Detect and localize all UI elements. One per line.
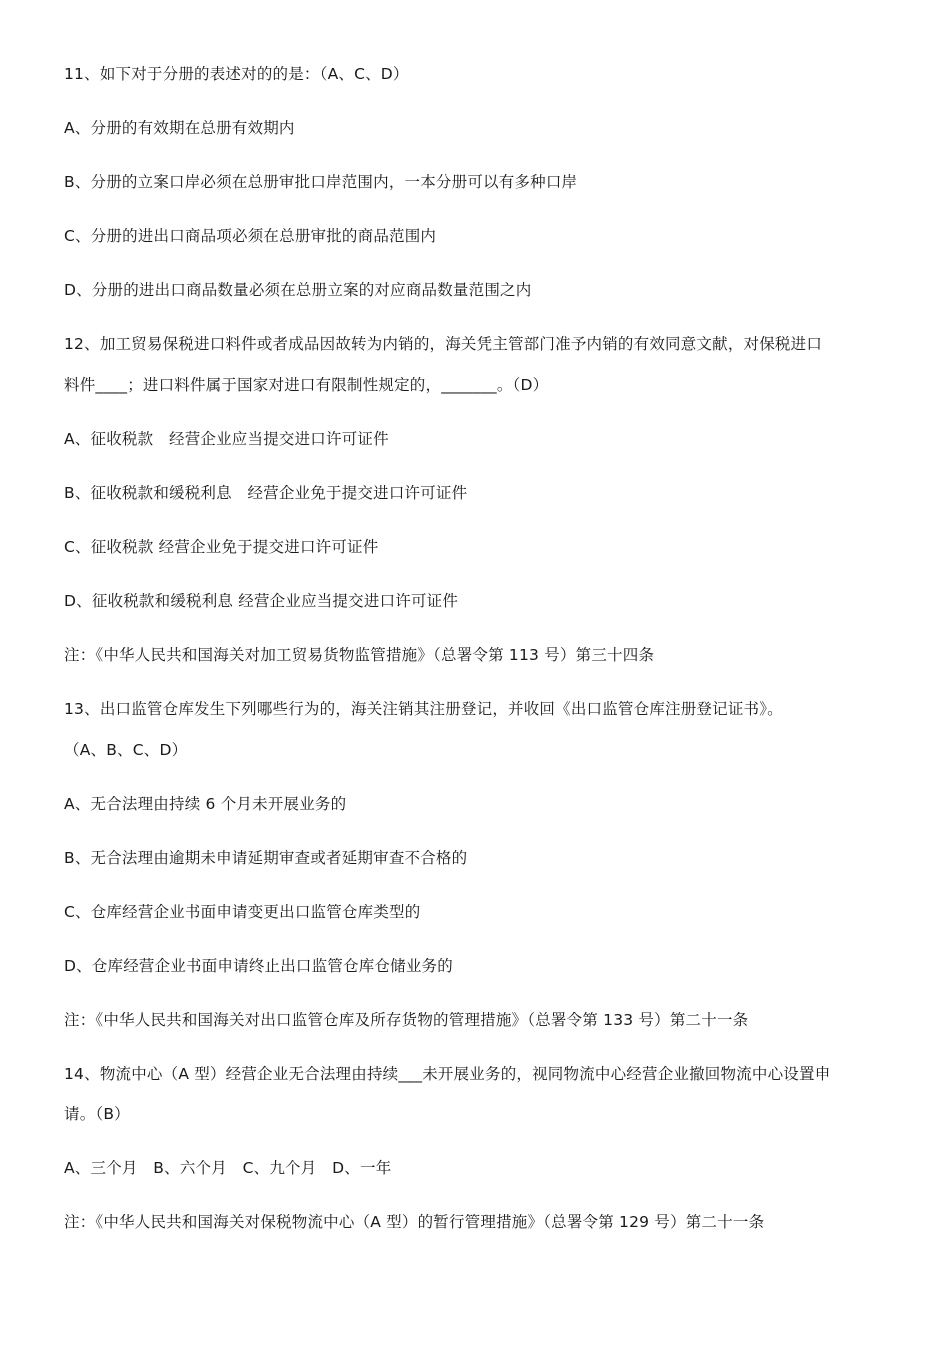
q11-option-b: B、分册的立案口岸必须在总册审批口岸范围内，一本分册可以有多种口岸: [64, 173, 578, 191]
q12-option-b: B、征收税款和缓税利息 经营企业免于提交进口许可证件: [64, 484, 468, 502]
q12-option-a: A、征收税款 经营企业应当提交进口许可证件: [64, 430, 389, 448]
q11-option-a: A、分册的有效期在总册有效期内: [64, 119, 295, 137]
q14-options: A、三个月 B、六个月 C、九个月 D、一年: [64, 1159, 392, 1177]
q13-stem-line2: （A、B、C、D）: [64, 741, 188, 759]
q12-stem-line2: 料件____；进口料件属于国家对进口有限制性规定的，_______。（D）: [64, 376, 549, 394]
q13-option-d: D、仓库经营企业书面申请终止出口监管仓库仓储业务的: [64, 957, 453, 975]
q13-stem-line1: 13、出口监管仓库发生下列哪些行为的，海关注销其注册登记，并收回《出口监管仓库注册登记证书》。: [64, 700, 783, 718]
q12-note: 注：《中华人民共和国海关对加工贸易货物监管措施》（总署令第 113 号）第三十四条: [64, 646, 655, 664]
q11-option-c: C、分册的进出口商品项必须在总册审批的商品范围内: [64, 227, 437, 245]
q12-option-c: C、征收税款 经营企业免于提交进口许可证件: [64, 538, 379, 556]
q14-stem-line2: 请。（B）: [64, 1105, 130, 1123]
q12-stem-line1: 12、加工贸易保税进口料件或者成品因故转为内销的，海关凭主管部门准予内销的有效同意文献，对保税进口: [64, 335, 823, 353]
q13-option-b: B、无合法理由逾期未申请延期审查或者延期审查不合格的: [64, 849, 468, 867]
q11-stem: 11、如下对于分册的表述对的的是：（A、C、D）: [64, 65, 409, 83]
q13-note: 注：《中华人民共和国海关对出口监管仓库及所存货物的管理措施》（总署令第 133 号）第二十一条: [64, 1011, 749, 1029]
q14-note: 注：《中华人民共和国海关对保税物流中心（A 型）的暂行管理措施》（总署令第 129 号）第二十一条: [64, 1213, 765, 1231]
q13-option-a: A、无合法理由持续 6 个月未开展业务的: [64, 795, 347, 813]
q14-stem-line1: 14、物流中心（A 型）经营企业无合法理由持续___未开展业务的，视同物流中心经营企业撤回物流中心设置申: [64, 1065, 831, 1083]
q13-option-c: C、仓库经营企业书面申请变更出口监管仓库类型的: [64, 903, 421, 921]
q12-option-d: D、征收税款和缓税利息 经营企业应当提交进口许可证件: [64, 592, 459, 610]
q11-option-d: D、分册的进出口商品数量必须在总册立案的对应商品数量范围之内: [64, 281, 532, 299]
